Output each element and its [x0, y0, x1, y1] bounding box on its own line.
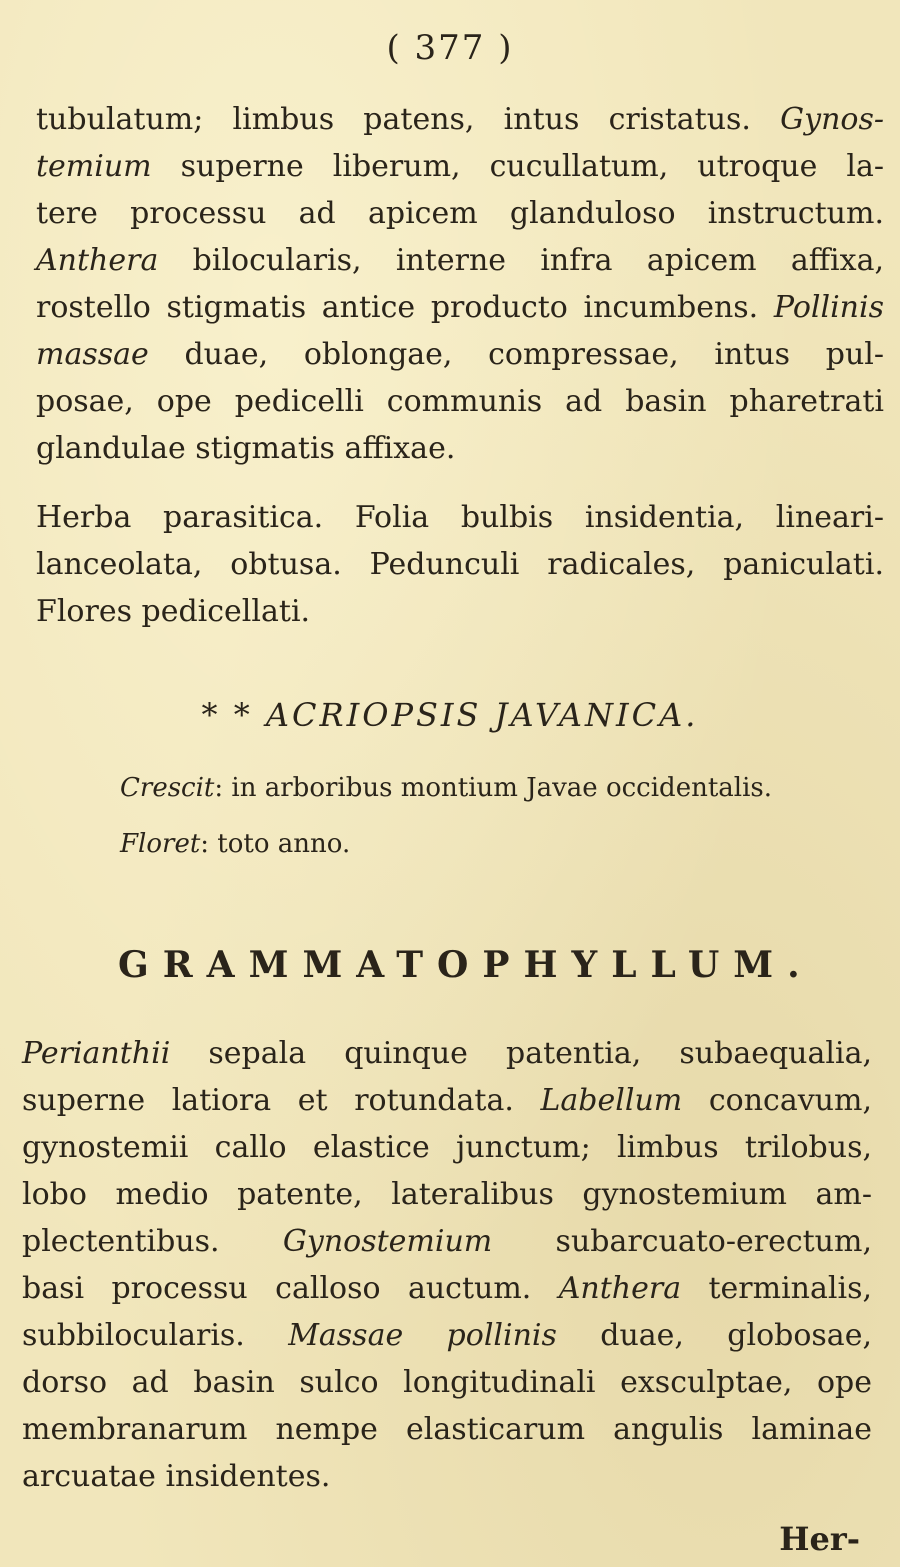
text-segment: superne liberum, cucullatum, utroque la- — [151, 149, 884, 184]
text-line — [36, 190, 884, 237]
text-segment: basi processu calloso auctum. — [22, 1271, 559, 1306]
italic-term: Anthera — [558, 1271, 682, 1306]
text-segment: plectentibus. — [22, 1224, 283, 1259]
text-line — [22, 1406, 872, 1453]
italic-term: Labellum — [540, 1083, 683, 1118]
text-segment: dorso ad basin sulco longitudinali exsculptae, ope — [22, 1365, 872, 1400]
text-segment: rostello stigmatis antice producto incumbens. — [36, 290, 774, 325]
description-paragraph-2 — [36, 494, 884, 635]
text-segment: sepala quinque patentia, subaequalia, — [170, 1036, 872, 1071]
italic-term: Gynostemium — [282, 1224, 493, 1259]
text-segment: duae, globosae, — [556, 1318, 872, 1353]
text-segment: arcuatae insidentes. — [22, 1459, 331, 1494]
text-line — [22, 1171, 872, 1218]
italic-term: massae — [36, 337, 149, 372]
text-segment: tere processu ad apicem glanduloso instructum. — [36, 196, 884, 231]
text-segment: glandulae stigmatis affixae. — [36, 431, 456, 466]
text-line — [36, 237, 884, 284]
text-line — [22, 1453, 872, 1500]
text-line — [36, 494, 884, 541]
text-segment: Flores pedicellati. — [36, 594, 311, 629]
text-segment: duae, oblongae, compressae, intus pul- — [148, 337, 884, 372]
text-line — [36, 143, 884, 190]
floret-label: Floret — [120, 829, 201, 859]
text-segment: subbilocularis. — [22, 1318, 289, 1353]
text-segment: gynostemii callo elastice junctum; limbus trilobus, — [22, 1130, 872, 1165]
text-segment: lobo medio patente, lateralibus gynostemium am- — [22, 1177, 872, 1212]
description-paragraph-1 — [36, 96, 884, 472]
floret-line — [120, 824, 350, 864]
crescit-line — [120, 768, 772, 808]
text-line — [36, 425, 884, 472]
text-line — [36, 331, 884, 378]
text-segment: terminalis, — [681, 1271, 873, 1306]
text-segment: bilocularis, interne infra apicem affixa, — [158, 243, 884, 278]
text-line — [22, 1312, 872, 1359]
text-segment: subarcuato-erectum, — [492, 1224, 872, 1259]
text-segment: lanceolata, obtusa. Pedunculi radicales, paniculati. — [36, 547, 884, 582]
page-number: ( 377 ) — [386, 28, 514, 68]
text-line — [22, 1218, 872, 1265]
italic-term: Anthera — [36, 243, 159, 278]
text-line — [22, 1265, 872, 1312]
text-segment: tubulatum; limbus patens, intus cristatus. — [36, 102, 781, 137]
text-segment: Herba parasitica. Folia bulbis insidentia, lineari- — [36, 500, 884, 535]
genus-heading: GRAMMATOPHYLLUM. — [118, 944, 814, 986]
text-segment: posae, ope pedicelli communis ad basin pharetrati — [36, 384, 884, 419]
text-line — [36, 541, 884, 588]
text-segment: superne latiora et rotundata. — [22, 1083, 541, 1118]
italic-term: temium — [36, 149, 152, 184]
text-line — [22, 1359, 872, 1406]
description-paragraph-3 — [22, 1030, 872, 1500]
crescit-label: Crescit — [120, 773, 215, 803]
italic-term: Gynos- — [780, 102, 884, 137]
italic-term: Massae pollinis — [288, 1318, 557, 1353]
floret-text: : toto anno. — [200, 829, 351, 859]
italic-term: Perianthii — [22, 1036, 171, 1071]
text-line — [36, 588, 884, 635]
species-heading: * * ACRIOPSIS JAVANICA. — [201, 696, 699, 734]
text-line — [22, 1124, 872, 1171]
italic-term: Pollinis — [773, 290, 884, 325]
crescit-text: : in arboribus montium Javae occidentalis. — [214, 773, 773, 803]
text-segment: concavum, — [682, 1083, 872, 1118]
text-line — [22, 1077, 872, 1124]
catchword: Her- — [779, 1520, 860, 1558]
text-line — [22, 1030, 872, 1077]
text-line — [36, 96, 884, 143]
text-line — [36, 378, 884, 425]
text-line — [36, 284, 884, 331]
text-segment: membranarum nempe elasticarum angulis laminae — [22, 1412, 872, 1447]
